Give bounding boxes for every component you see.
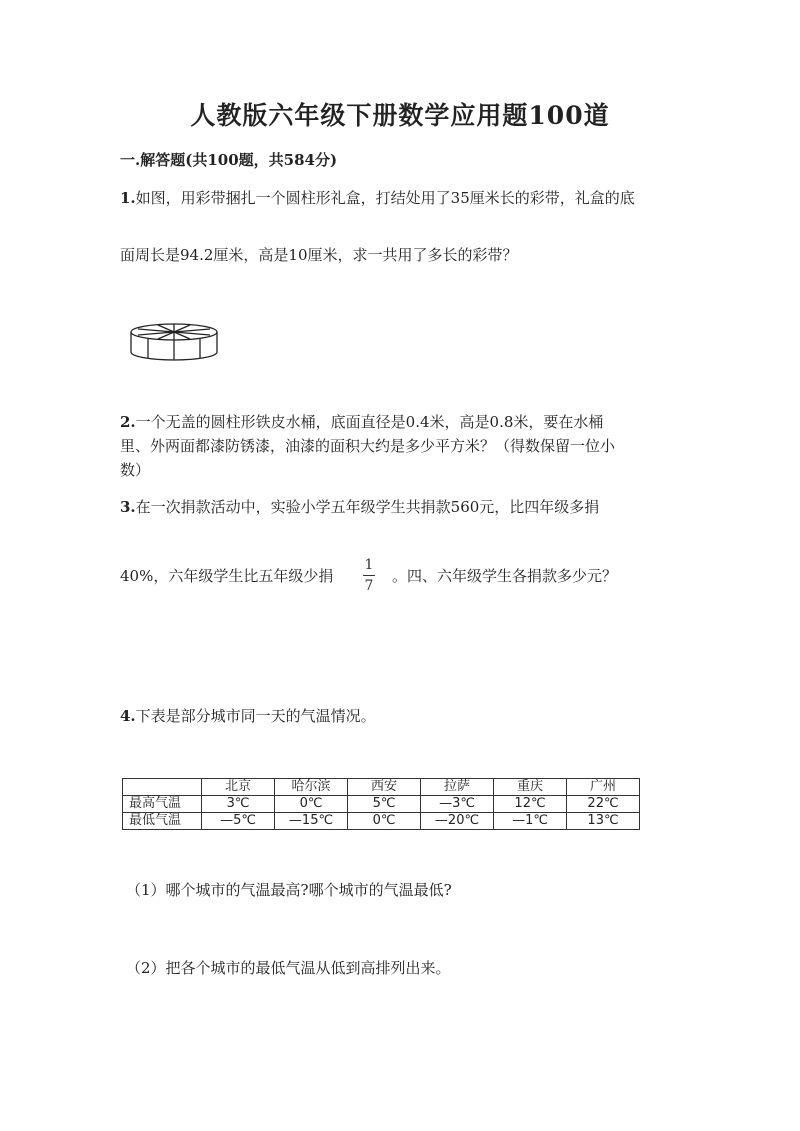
question-3-text-1: 在一次捐款活动中，实验小学五年级学生共捐款560元，比四年级多捐 <box>135 498 600 516</box>
question-2-number: 2. <box>120 413 136 431</box>
question-4-sub-2: （2）把各个城市的最低气温从低到高排列出来。 <box>126 959 451 977</box>
question-4-sub-1: （1）哪个城市的气温最高?哪个城市的气温最低? <box>126 881 452 899</box>
question-2-text-2: 里、外两面都漆防锈漆，油漆的面积大约是多少平方米？（得数保留一位小 <box>120 437 616 455</box>
table-cell: 12℃ <box>494 796 567 813</box>
fraction-numerator: 1 <box>364 557 374 573</box>
table-cell: 0℃ <box>275 796 348 813</box>
table-cell: 3℃ <box>202 796 275 813</box>
gift-box-figure <box>128 320 222 364</box>
temperature-table <box>122 778 640 830</box>
table-header-row <box>123 779 640 796</box>
table-row-label: 最低气温 <box>123 813 202 830</box>
table-header-cell: 重庆 <box>494 779 567 796</box>
question-2-text-1: 一个无盖的圆柱形铁皮水桶，底面直径是0.4米，高是0.8米，要在水桶 <box>135 413 604 431</box>
table-cell: —5℃ <box>202 813 275 830</box>
table-corner-cell <box>123 779 202 796</box>
question-3-number: 3. <box>120 498 136 516</box>
table-cell: —3℃ <box>421 796 494 813</box>
question-3-text-2a: 40%，六年级学生比五年级少捐 <box>120 567 334 585</box>
fraction-bar <box>363 575 375 576</box>
table-header-cell: 哈尔滨 <box>275 779 348 796</box>
table-cell: —20℃ <box>421 813 494 830</box>
question-1-number: 1. <box>120 189 136 207</box>
fraction-one-seventh <box>358 557 380 594</box>
question-3-line-1 <box>120 495 599 519</box>
question-2-line-1 <box>120 410 603 434</box>
table-row-label: 最高气温 <box>123 796 202 813</box>
table-header-cell: 西安 <box>348 779 421 796</box>
table-header-cell: 拉萨 <box>421 779 494 796</box>
question-3-text-2b: 。四、六年级学生各捐款多少元？ <box>392 567 618 585</box>
table-row <box>123 796 640 813</box>
question-4-number: 4. <box>120 707 136 725</box>
table-cell: 22℃ <box>567 796 640 813</box>
question-1-line-1 <box>120 186 635 210</box>
question-4-line-1 <box>120 704 376 728</box>
table-row <box>123 813 640 830</box>
table-header-cell: 广州 <box>567 779 640 796</box>
table-header-cell: 北京 <box>202 779 275 796</box>
table-cell: —15℃ <box>275 813 348 830</box>
table-cell: —1℃ <box>494 813 567 830</box>
question-1-text-2: 面周长是94.2厘米，高是10厘米，求一共用了多长的彩带？ <box>120 246 518 264</box>
fraction-denominator: 7 <box>364 578 374 594</box>
table-cell: 5℃ <box>348 796 421 813</box>
question-1-text-1: 如图，用彩带捆扎一个圆柱形礼盒，打结处用了35厘米长的彩带，礼盒的底 <box>135 189 635 207</box>
page-title: 人教版六年级下册数学应用题100道 <box>190 101 610 130</box>
table-cell: 0℃ <box>348 813 421 830</box>
table-cell: 13℃ <box>567 813 640 830</box>
question-2-text-3: 数） <box>120 461 151 479</box>
question-4-intro: 下表是部分城市同一天的气温情况。 <box>135 707 376 725</box>
section-heading: 一.解答题(共100题，共584分) <box>120 151 338 169</box>
